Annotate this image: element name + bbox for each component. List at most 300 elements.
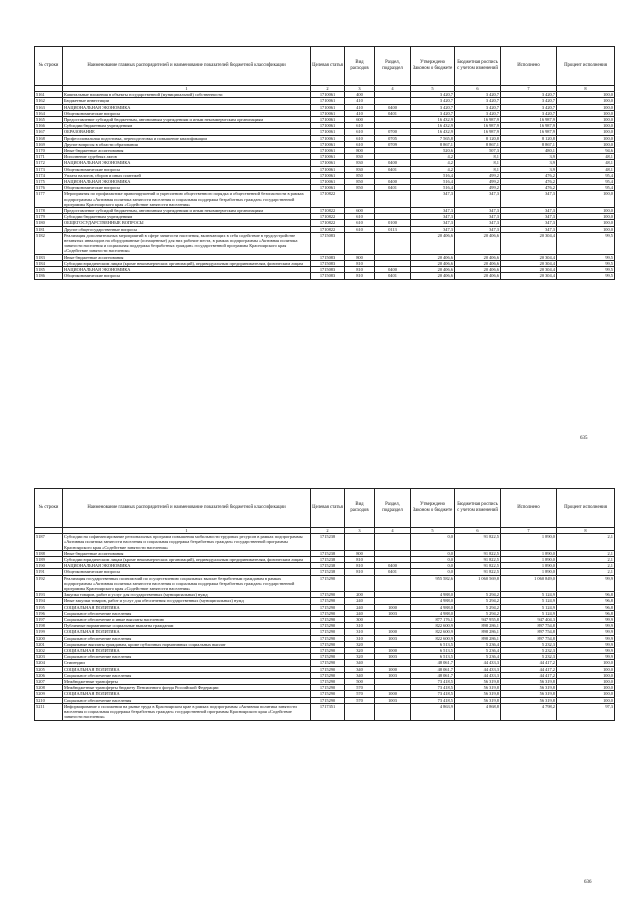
value-cell: 0700 [375, 129, 411, 135]
value-cell: 310 [345, 623, 375, 629]
value-cell: 2,1 [557, 534, 615, 551]
value-cell: 4 863,9 [411, 703, 455, 720]
row-number-cell: 5198 [35, 623, 63, 629]
row-name-cell: Социальное обеспечение населения [63, 610, 311, 616]
header-row [35, 489, 615, 528]
value-cell: 95,4 [557, 179, 615, 185]
value-cell: 1715290 [311, 635, 345, 641]
value-cell: 95,4 [557, 172, 615, 178]
value-cell: 100,0 [557, 135, 615, 141]
value-cell: 1715238 [311, 569, 345, 575]
value-cell: 810 [345, 557, 375, 563]
value-cell: 99,9 [557, 575, 615, 592]
value-cell: 810 [345, 569, 375, 575]
value-cell: 347,3 [455, 208, 501, 214]
value-cell: 2,1 [557, 557, 615, 563]
table-row [35, 273, 615, 279]
value-cell: 44 433,3 [455, 660, 501, 666]
row-number-cell: 5204 [35, 660, 63, 666]
column-header: Вид расходов [345, 47, 375, 86]
value-cell: 1 060 849,0 [501, 575, 557, 592]
column-index-cell: 7 [501, 86, 557, 92]
value-cell: 240 [345, 604, 375, 610]
value-cell: 300 [345, 617, 375, 623]
value-cell: 5 236,4 [455, 648, 501, 654]
row-name-cell: ОБРАЗОВАНИЕ [63, 129, 311, 135]
value-cell: 499,2 [455, 185, 501, 191]
value-cell: 100,0 [557, 141, 615, 147]
value-cell: 16 987,9 [501, 129, 557, 135]
budget-table-635 [34, 46, 615, 280]
row-number-cell: 5209 [35, 691, 63, 697]
value-cell: 810 [345, 267, 375, 273]
value-cell: 0400 [375, 160, 411, 166]
value-cell: 347,3 [501, 214, 557, 220]
budget-table-636 [34, 488, 615, 721]
column-index-cell: 7 [501, 528, 557, 534]
value-cell: 3 420,7 [411, 110, 455, 116]
value-cell: 100,0 [557, 697, 615, 703]
value-cell: 1715238 [311, 557, 345, 563]
value-cell: 810 [345, 260, 375, 266]
value-cell: 1 890,0 [501, 557, 557, 563]
column-header: Процент исполнения [557, 489, 615, 528]
value-cell: 822 600,9 [411, 635, 455, 641]
value-cell: 3 420,7 [455, 110, 501, 116]
value-cell: 91 822,5 [455, 563, 501, 569]
row-number-cell: 5184 [35, 260, 63, 266]
value-cell: 99,9 [557, 654, 615, 660]
value-cell: 1710822 [311, 208, 345, 214]
value-cell: 8 867,1 [501, 141, 557, 147]
value-cell: 4,2 [411, 160, 455, 166]
value-cell: 1715083 [311, 273, 345, 279]
value-cell: 400 [345, 92, 375, 98]
value-cell: 99,9 [557, 623, 615, 629]
row-name-cell: НАЦИОНАЛЬНАЯ ЭКОНОМИКА [63, 104, 311, 110]
value-cell: 56 319,8 [455, 685, 501, 691]
value-cell: 480,1 [501, 148, 557, 154]
value-cell: 347,3 [455, 220, 501, 226]
value-cell: 44 433,3 [455, 666, 501, 672]
value-cell: 830 [345, 160, 375, 166]
value-cell: 100,0 [557, 98, 615, 104]
value-cell: 100,0 [557, 208, 615, 214]
value-cell: 3,9 [501, 154, 557, 160]
value-cell: 1715290 [311, 604, 345, 610]
value-cell: 610 [345, 129, 375, 135]
value-cell: 610 [345, 135, 375, 141]
value-cell: 0705 [375, 135, 411, 141]
value-cell: 476,2 [501, 185, 557, 191]
value-cell: 5 232,3 [501, 648, 557, 654]
column-index-cell: 2 [311, 86, 345, 92]
value-cell: 410 [345, 98, 375, 104]
table-row [35, 575, 615, 592]
row-name-cell: Предоставление субсидий бюджетным, автономным учреждениям и иным некоммерческим организациям [63, 117, 311, 123]
value-cell: 1715290 [311, 575, 345, 592]
row-number-cell: 5190 [35, 563, 63, 569]
row-number-cell: 5177 [35, 191, 63, 208]
value-cell: 1715238 [311, 550, 345, 556]
value-cell: 1000 [375, 691, 411, 697]
value-cell: 1710061 [311, 92, 345, 98]
value-cell: 20 406,6 [455, 273, 501, 279]
row-name-cell: Социальное обеспечение населения [63, 697, 311, 703]
value-cell: 4,2 [411, 154, 455, 160]
value-cell [375, 575, 411, 592]
value-cell: 99,5 [557, 260, 615, 266]
value-cell: 1710061 [311, 166, 345, 172]
value-cell: 2,1 [557, 569, 615, 575]
value-cell: 0,0 [411, 563, 455, 569]
value-cell: 20 304,4 [501, 260, 557, 266]
value-cell: 516,4 [411, 179, 455, 185]
value-cell: 8 120,8 [455, 135, 501, 141]
value-cell: 0401 [375, 569, 411, 575]
value-cell: 570 [345, 697, 375, 703]
value-cell: 5 124,9 [501, 604, 557, 610]
row-number-cell: 5166 [35, 123, 63, 129]
value-cell: 340 [345, 672, 375, 678]
value-cell: 20 304,4 [501, 267, 557, 273]
value-cell: 347,3 [455, 226, 501, 232]
value-cell: 99,5 [557, 273, 615, 279]
value-cell: 240 [345, 610, 375, 616]
value-cell: 5 236,4 [455, 641, 501, 647]
row-name-cell: Реализация дополнительных мероприятий в сфере занятости населения, включающих в себя содействие в трудоустройстве незанятых инвалидов на оборудованные (оснащенные) для них рабочие места, в рамках подпрограммы «Активная политика занятости населения и социальная поддержка безработных граждан» государственной программы Красноярского края «Содействие занятости населения» [63, 232, 311, 254]
value-cell: 347,3 [411, 191, 455, 208]
value-cell: 4,2 [411, 166, 455, 172]
value-cell: 507,3 [455, 148, 501, 154]
value-cell: 898 286,1 [455, 623, 501, 629]
column-index-cell: 4 [375, 528, 411, 534]
value-cell: 1003 [375, 610, 411, 616]
row-number-cell: 5188 [35, 550, 63, 556]
value-cell: 16 432,9 [411, 117, 455, 123]
value-cell: 347,3 [411, 226, 455, 232]
value-cell: 0,0 [411, 550, 455, 556]
value-cell: 100,0 [557, 191, 615, 208]
value-cell: 100,0 [557, 110, 615, 116]
row-name-cell: Субсидии бюджетным учреждениям [63, 214, 311, 220]
column-header: Целевая статья [311, 489, 345, 528]
value-cell: 1715290 [311, 629, 345, 635]
row-name-cell: Капитальные вложения в объекты государственной (муниципальной) собственности [63, 92, 311, 98]
value-cell: 0401 [375, 166, 411, 172]
column-index-cell: 1 [63, 86, 311, 92]
value-cell: 1 060 569,8 [455, 575, 501, 592]
row-number-cell: 5164 [35, 110, 63, 116]
value-cell: 810 [345, 273, 375, 279]
value-cell: 1715238 [311, 563, 345, 569]
value-cell: 1 890,0 [501, 550, 557, 556]
value-cell: 1715290 [311, 672, 345, 678]
value-cell: 16 987,9 [501, 117, 557, 123]
value-cell: 20 406,6 [455, 232, 501, 254]
value-cell: 1717351 [311, 703, 345, 720]
row-name-cell: Субсидии на софинансирование региональных программ повышения мобильности трудовых ресурсов в рамках подпрограммы «Активная политика занятости населения и социальная поддержка безработных граждан» государственной программы Красноярского края «Содействие занятости населения» [63, 534, 311, 551]
row-number-cell: 5162 [35, 98, 63, 104]
column-index-cell: 4 [375, 86, 411, 92]
value-cell: 0,0 [411, 534, 455, 551]
value-cell: 1715083 [311, 254, 345, 260]
value-cell: 340 [345, 660, 375, 666]
value-cell: 91 822,5 [455, 534, 501, 551]
row-name-cell: НАЦИОНАЛЬНАЯ ЭКОНОМИКА [63, 160, 311, 166]
value-cell: 100,0 [557, 104, 615, 110]
value-cell: 100,0 [557, 691, 615, 697]
value-cell: 320 [345, 654, 375, 660]
row-name-cell: Социальное обеспечение и иные выплаты населению [63, 617, 311, 623]
value-cell: 0113 [375, 226, 411, 232]
row-number-cell: 5205 [35, 666, 63, 672]
row-name-cell: СОЦИАЛЬНАЯ ПОЛИТИКА [63, 691, 311, 697]
value-cell: 570 [345, 691, 375, 697]
value-cell: 822 600,9 [411, 623, 455, 629]
value-cell: 1715290 [311, 666, 345, 672]
value-cell: 897 754,8 [501, 629, 557, 635]
value-cell: 20 406,6 [411, 232, 455, 254]
row-number-cell: 5200 [35, 635, 63, 641]
column-header: Процент исполнения [557, 47, 615, 86]
value-cell: 44 417,2 [501, 672, 557, 678]
value-cell: 48,1 [557, 166, 615, 172]
value-cell: 16 432,9 [411, 129, 455, 135]
value-cell: 48 061,7 [411, 672, 455, 678]
column-index-cell: 1 [63, 528, 311, 534]
row-name-cell: Закупка товаров, работ и услуг для государственных (муниципальных) нужд [63, 592, 311, 598]
value-cell: 600 [345, 117, 375, 123]
row-number-cell: 5165 [35, 117, 63, 123]
value-cell: 8,1 [455, 160, 501, 166]
table-row [35, 191, 615, 208]
column-header: Вид расходов [345, 489, 375, 528]
row-number-cell: 5201 [35, 641, 63, 647]
row-name-cell: Субсидии юридическим лицам (кроме некоммерческих организаций), индивидуальным предпринимателям, физическим лицам [63, 260, 311, 266]
row-name-cell: Социальное обеспечение населения [63, 654, 311, 660]
value-cell: 1710061 [311, 185, 345, 191]
row-number-cell: 5180 [35, 220, 63, 226]
row-name-cell: Профессиональная подготовка, переподготовка и повышение квалификации [63, 135, 311, 141]
value-cell: 3 420,7 [455, 98, 501, 104]
page-number: 635 [580, 436, 588, 441]
row-number-cell: 5176 [35, 185, 63, 191]
row-name-cell: СОЦИАЛЬНАЯ ПОЛИТИКА [63, 629, 311, 635]
row-name-cell: НАЦИОНАЛЬНАЯ ЭКОНОМИКА [63, 179, 311, 185]
value-cell: 96,8 [557, 604, 615, 610]
value-cell: 48 061,7 [411, 666, 455, 672]
row-number-cell: 5183 [35, 254, 63, 260]
column-header: Бюджетная роспись с учетом изменений [455, 489, 501, 528]
row-name-cell: Межбюджетные трансферты [63, 679, 311, 685]
row-number-cell: 5179 [35, 214, 63, 220]
value-cell: 96,8 [557, 592, 615, 598]
row-name-cell: Бюджетные инвестиции [63, 98, 311, 104]
value-cell: 0400 [375, 179, 411, 185]
row-name-cell: Предоставление субсидий бюджетным, автономным учреждениям и иным некоммерческим организациям [63, 208, 311, 214]
value-cell: 1710061 [311, 160, 345, 166]
value-cell: 3,9 [501, 166, 557, 172]
value-cell: 1 890,0 [501, 563, 557, 569]
row-name-cell: НАЦИОНАЛЬНАЯ ЭКОНОМИКА [63, 267, 311, 273]
value-cell: 1710822 [311, 226, 345, 232]
value-cell: 1710061 [311, 172, 345, 178]
column-header: Исполнено [501, 489, 557, 528]
row-name-cell: Общеэкономические вопросы [63, 273, 311, 279]
value-cell: 99,5 [557, 254, 615, 260]
row-name-cell: Иные бюджетные ассигнования [63, 148, 311, 154]
value-cell: 3 420,7 [455, 92, 501, 98]
value-cell: 0,0 [411, 569, 455, 575]
value-cell: 822 600,9 [411, 629, 455, 635]
value-cell: 1715290 [311, 685, 345, 691]
value-cell: 6 513,5 [411, 654, 455, 660]
value-cell: 8,1 [455, 166, 501, 172]
value-cell: 73 418,5 [411, 691, 455, 697]
value-cell: 320 [345, 648, 375, 654]
value-cell: 56 319,8 [501, 697, 557, 703]
column-index-cell: 5 [411, 86, 455, 92]
row-number-cell: 5174 [35, 172, 63, 178]
row-name-cell: Общеэкономические вопросы [63, 166, 311, 172]
value-cell: 97,3 [557, 703, 615, 720]
column-header: № строки [35, 489, 63, 528]
value-cell: 1710061 [311, 129, 345, 135]
value-cell: 1715290 [311, 660, 345, 666]
column-header: Исполнено [501, 47, 557, 86]
value-cell: 7 565,8 [411, 135, 455, 141]
column-header: Утверждено Законом о бюджете [411, 489, 455, 528]
value-cell: 100,0 [557, 92, 615, 98]
table-row [35, 534, 615, 551]
row-name-cell: Реализация государственных полномочий по осуществлению социальных выплат безработным гражданам в рамках подпрограммы «Активная политика занятости населения и социальная поддержка безработных граждан» государственной программы Красноярского края «Содействие занятости населения» [63, 575, 311, 592]
row-name-cell: Социальные выплаты гражданам, кроме публичных нормативных социальных выплат [63, 641, 311, 647]
value-cell: 96,8 [557, 598, 615, 604]
value-cell: 4 988,0 [411, 598, 455, 604]
value-cell: 476,2 [501, 179, 557, 185]
value-cell: 3 420,7 [411, 104, 455, 110]
row-number-cell: 5203 [35, 654, 63, 660]
value-cell: 96,8 [557, 610, 615, 616]
value-cell: 1715290 [311, 654, 345, 660]
value-cell: 1715290 [311, 641, 345, 647]
value-cell: 800 [345, 550, 375, 556]
value-cell: 1710061 [311, 110, 345, 116]
value-cell: 347,3 [411, 214, 455, 220]
row-name-cell: Иные бюджетные ассигнования [63, 254, 311, 260]
value-cell: 20 406,6 [455, 267, 501, 273]
value-cell: 610 [345, 214, 375, 220]
row-number-cell: 5207 [35, 679, 63, 685]
row-name-cell: Субсидии бюджетным учреждениям [63, 123, 311, 129]
row-name-cell: Исполнение судебных актов [63, 154, 311, 160]
value-cell: 340 [345, 666, 375, 672]
value-cell [375, 534, 411, 551]
value-cell: 850 [345, 185, 375, 191]
value-cell: 100,0 [557, 672, 615, 678]
value-cell: 1000 [375, 604, 411, 610]
value-cell: 0,0 [411, 557, 455, 563]
value-cell: 20 406,6 [411, 260, 455, 266]
value-cell: 100,0 [557, 214, 615, 220]
value-cell [345, 575, 375, 592]
value-cell: 240 [345, 598, 375, 604]
value-cell: 3 420,7 [411, 92, 455, 98]
value-cell: 0401 [375, 110, 411, 116]
row-number-cell: 5163 [35, 104, 63, 110]
value-cell: 1000 [375, 666, 411, 672]
row-number-cell: 5178 [35, 208, 63, 214]
row-name-cell: Социальное обеспечение населения [63, 672, 311, 678]
value-cell: 20 406,6 [411, 267, 455, 273]
value-cell: 56 319,8 [455, 691, 501, 697]
value-cell [345, 703, 375, 720]
value-cell: 5 232,3 [501, 641, 557, 647]
value-cell [375, 191, 411, 208]
value-cell: 5 294,2 [455, 598, 501, 604]
value-cell: 56 319,8 [501, 685, 557, 691]
value-cell: 5 124,9 [501, 598, 557, 604]
value-cell: 16 432,9 [411, 123, 455, 129]
row-number-cell: 5194 [35, 598, 63, 604]
value-cell: 99,9 [557, 635, 615, 641]
value-cell: 3,9 [501, 160, 557, 166]
column-index-cell: 3 [345, 86, 375, 92]
column-header: Раздел, подраздел [375, 489, 411, 528]
row-name-cell: Социальное обеспечение населения [63, 635, 311, 641]
value-cell: 200 [345, 592, 375, 598]
row-name-cell: СОЦИАЛЬНАЯ ПОЛИТИКА [63, 666, 311, 672]
row-name-cell: НАЦИОНАЛЬНАЯ ЭКОНОМИКА [63, 563, 311, 569]
value-cell [375, 232, 411, 254]
column-header: Утверждено Законом о бюджете [411, 47, 455, 86]
column-header: Наименование главных распорядителей и наименование показателей бюджетной классификации [63, 489, 311, 528]
value-cell: 347,3 [455, 214, 501, 220]
row-number-cell: 5175 [35, 179, 63, 185]
column-header: Бюджетная роспись с учетом изменений [455, 47, 501, 86]
value-cell: 516,4 [411, 172, 455, 178]
value-cell: 410 [345, 104, 375, 110]
value-cell: 100,0 [557, 679, 615, 685]
row-name-cell: СОЦИАЛЬНАЯ ПОЛИТИКА [63, 648, 311, 654]
value-cell: 347,3 [501, 220, 557, 226]
value-cell: 91 822,5 [455, 550, 501, 556]
value-cell: 4 988,0 [411, 610, 455, 616]
row-number-cell: 5193 [35, 592, 63, 598]
column-index-cell: 3 [345, 528, 375, 534]
value-cell: 8,1 [455, 154, 501, 160]
value-cell: 0100 [375, 220, 411, 226]
row-number-cell: 5168 [35, 135, 63, 141]
table-row [35, 703, 615, 720]
row-number-cell: 5195 [35, 604, 63, 610]
value-cell: 1710822 [311, 214, 345, 220]
value-cell: 850 [345, 172, 375, 178]
value-cell: 20 304,4 [501, 232, 557, 254]
value-cell: 2,1 [557, 550, 615, 556]
value-cell: 520,6 [411, 148, 455, 154]
row-number-cell: 5161 [35, 92, 63, 98]
value-cell: 0400 [375, 104, 411, 110]
value-cell: 16 987,9 [455, 129, 501, 135]
row-name-cell: Уплата налогов, сборов и иных платежей [63, 172, 311, 178]
value-cell: 898 286,1 [455, 635, 501, 641]
value-cell: 5 294,2 [455, 604, 501, 610]
value-cell: 3 420,7 [501, 98, 557, 104]
row-number-cell: 5202 [35, 648, 63, 654]
row-number-cell: 5169 [35, 141, 63, 147]
